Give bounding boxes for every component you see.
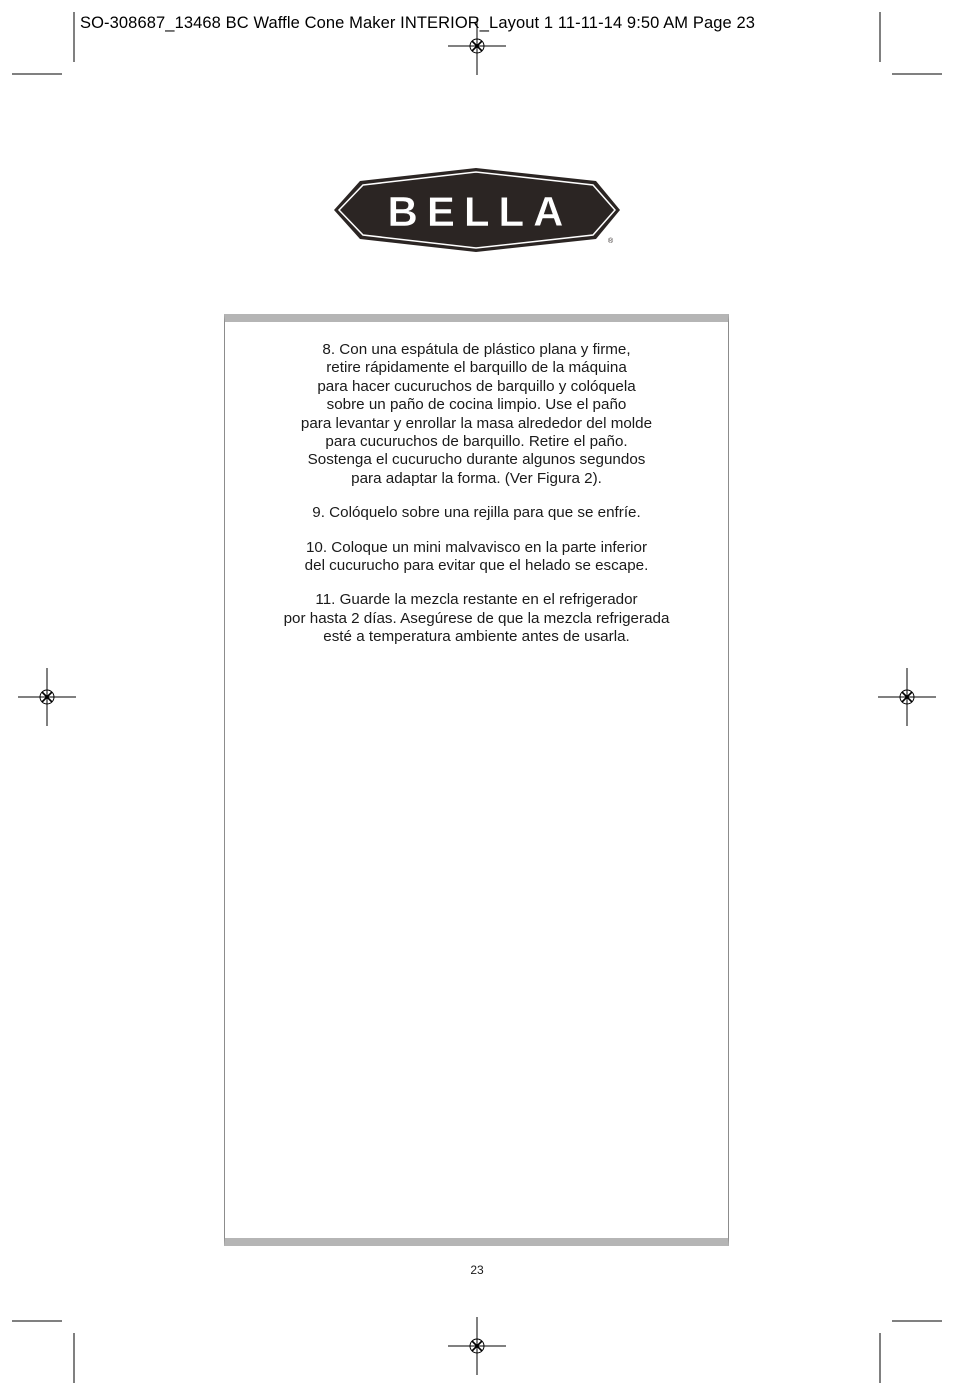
registration-mark-top-icon <box>448 17 506 75</box>
page-number: 23 <box>470 1263 484 1277</box>
registration-mark-right-icon <box>878 668 936 726</box>
instruction-step-8 <box>225 341 728 488</box>
text-line: retire rápidamente el barquillo de la máquina <box>326 359 627 377</box>
instruction-step-9 <box>225 504 728 522</box>
bella-logo <box>332 167 624 253</box>
print-slug-line: SO-308687_13468 BC Waffle Cone Maker INTERIOR_Layout 1 11-11-14 9:50 AM Page 23 <box>80 14 756 32</box>
text-line: para cucuruchos de barquillo. Retire el paño. <box>325 433 628 451</box>
registered-trademark: ® <box>608 238 614 245</box>
text-line: 11. Guarde la mezcla restante en el refrigerador <box>315 591 638 609</box>
logo-wordmark: BELLA <box>387 188 573 235</box>
text-line: esté a temperatura ambiente antes de usarla. <box>323 628 630 646</box>
text-line: 9. Colóquelo sobre una rejilla para que se enfríe. <box>312 504 641 522</box>
registration-mark-left-icon <box>18 668 76 726</box>
instruction-step-10 <box>225 539 728 576</box>
text-line: por hasta 2 días. Asegúrese de que la mezcla refrigerada <box>283 609 670 627</box>
text-line: para levantar y enrollar la masa alrededor del molde <box>300 414 653 432</box>
text-line: para hacer cucuruchos de barquillo y colóquela <box>317 377 636 395</box>
instruction-step-11 <box>225 591 728 646</box>
text-line: sobre un paño de cocina limpio. Use el paño <box>326 396 627 414</box>
text-line: 8. Con una espátula de plástico plana y firme, <box>322 341 631 358</box>
registration-mark-bottom-icon <box>448 1317 506 1375</box>
text-line: 10. Coloque un mini malvavisco en la parte inferior <box>305 538 648 556</box>
text-line: del cucurucho para evitar que el helado se escape. <box>304 557 649 575</box>
instruction-list <box>225 341 728 663</box>
instruction-panel <box>224 314 729 1246</box>
text-line: Sostenga el cucurucho durante algunos segundos <box>307 451 646 469</box>
text-line: para adaptar la forma. (Ver Figura 2). <box>351 469 602 487</box>
